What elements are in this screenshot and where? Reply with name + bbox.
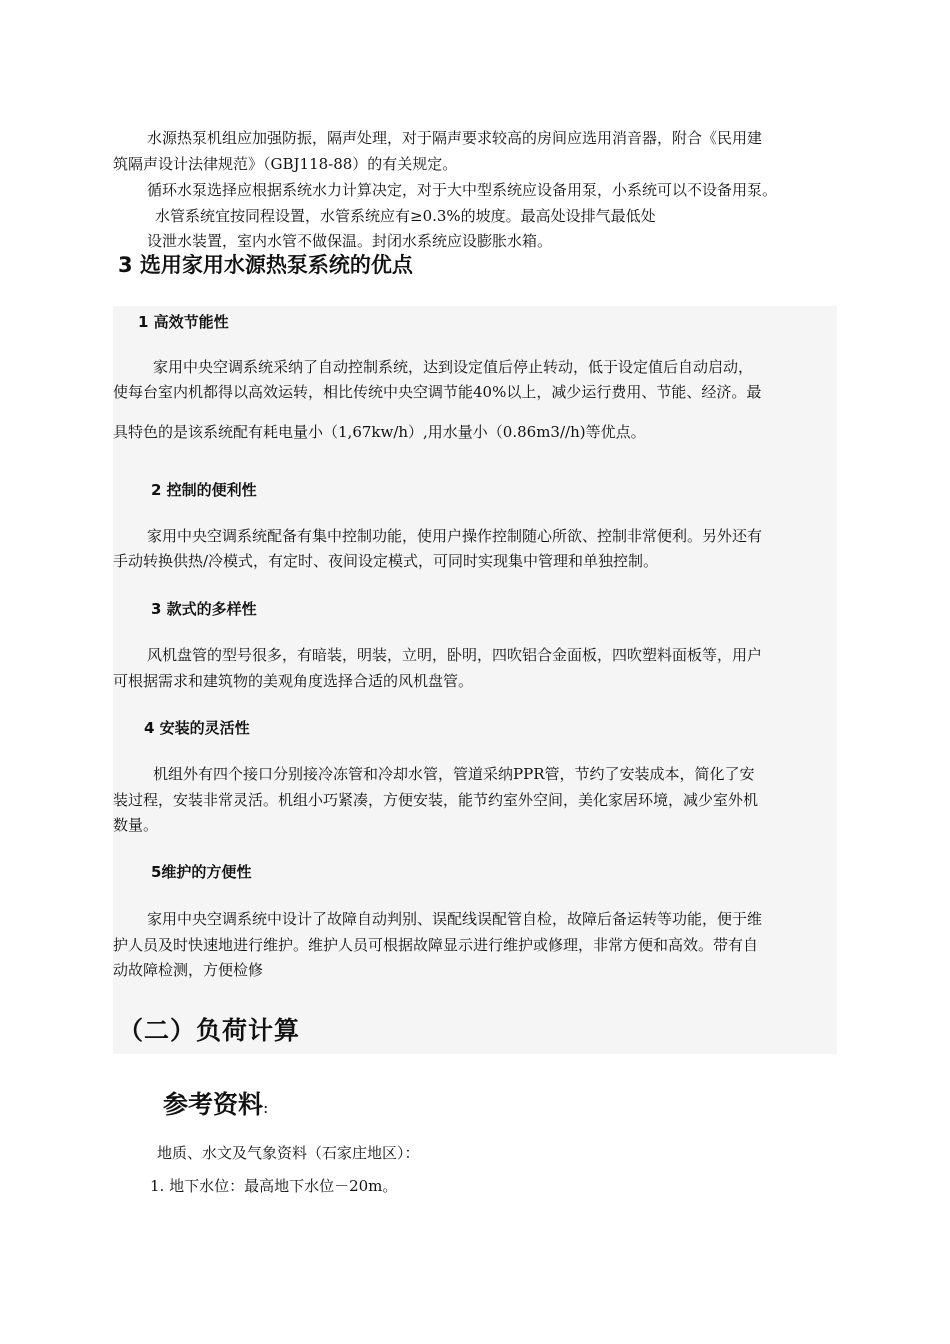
intro-line: 筑隔声设计法律规范》（GBJ118-88）的有关规定。: [113, 155, 458, 173]
intro-line: 循环水泵选择应根据系统水力计算决定，对于大中型系统应设备用泵，小系统可以不设备用泵。: [147, 181, 778, 199]
item-title: 5维护的方便性: [151, 863, 252, 881]
item-line: 家用中央空调系统中设计了故障自动判别、误配线误配管自检，故障后备运转等功能，便于维: [147, 910, 763, 928]
item-title: 1 高效节能性: [138, 313, 229, 331]
intro-line: 水管系统宜按同程设置，水管系统应有≥0.3%的坡度。最高处设排气最低处: [155, 207, 656, 225]
reference-colon: :: [263, 1098, 269, 1117]
item-line: 具特色的是该系统配有耗电量小（1,67kw/h）,用水量小（0.86m3//h)等优点。: [113, 423, 646, 441]
item-line: 护人员及时快速地进行维护。维护人员可根据故障显示进行维护或修理，非常方便和高效。带有自: [113, 936, 759, 954]
item-line: 数量。: [113, 816, 159, 834]
item-line: 手动转换供热/冷模式，有定时、夜间设定模式，可同时实现集中管理和单独控制。: [113, 552, 659, 570]
item-line: 使每台室内机都得以高效运转，相比传统中央空调节能40%以上，减少运行费用、节能、经济。最: [113, 383, 762, 401]
item-line: 家用中央空调系统配备有集中控制功能，使用户操作控制随心所欲、控制非常便利。另外还有: [147, 527, 763, 545]
item-line: 装过程，安装非常灵活。机组小巧紧凑，方便安装，能节约室外空间，美化家居环境，减少室外机: [113, 791, 759, 809]
intro-line: 设泄水装置，室内水管不做保温。封闭水系统应设膨胀水箱。: [147, 232, 553, 250]
item-title: 4 安装的灵活性: [144, 719, 250, 737]
item-line: 家用中央空调系统采纳了自动控制系统，达到设定值后停止转动，低于设定值后自动启动，: [153, 358, 754, 376]
item-title: 3 款式的多样性: [151, 600, 257, 618]
chapter-heading: （二）负荷计算: [118, 1016, 301, 1045]
section-heading: 3 选用家用水源热泵系统的优点: [118, 253, 413, 277]
reference-line: 地质、水文及气象资料（石家庄地区）：: [157, 1144, 420, 1162]
item-line: 风机盘管的型号很多，有暗装，明装，立明，卧明，四吹铝合金面板，四吹塑料面板等，用户: [147, 646, 763, 664]
reference-title: 参考资料: [163, 1090, 264, 1119]
item-line: 机组外有四个接口分别接冷冻管和冷却水管，管道采纳PPR管，节约了安装成本，简化了安: [153, 765, 755, 783]
reference-line: 1. 地下水位：最高地下水位－20m。: [150, 1177, 398, 1195]
reference-heading: [163, 1085, 268, 1121]
intro-line: 水源热泵机组应加强防振，隔声处理，对于隔声要求较高的房间应选用消音器，附合《民用建: [147, 129, 763, 147]
item-line: 可根据需求和建筑物的美观角度选择合适的风机盘管。: [113, 672, 474, 690]
item-line: 动故障检测，方便检修: [113, 961, 264, 979]
item-title: 2 控制的便利性: [151, 481, 257, 499]
